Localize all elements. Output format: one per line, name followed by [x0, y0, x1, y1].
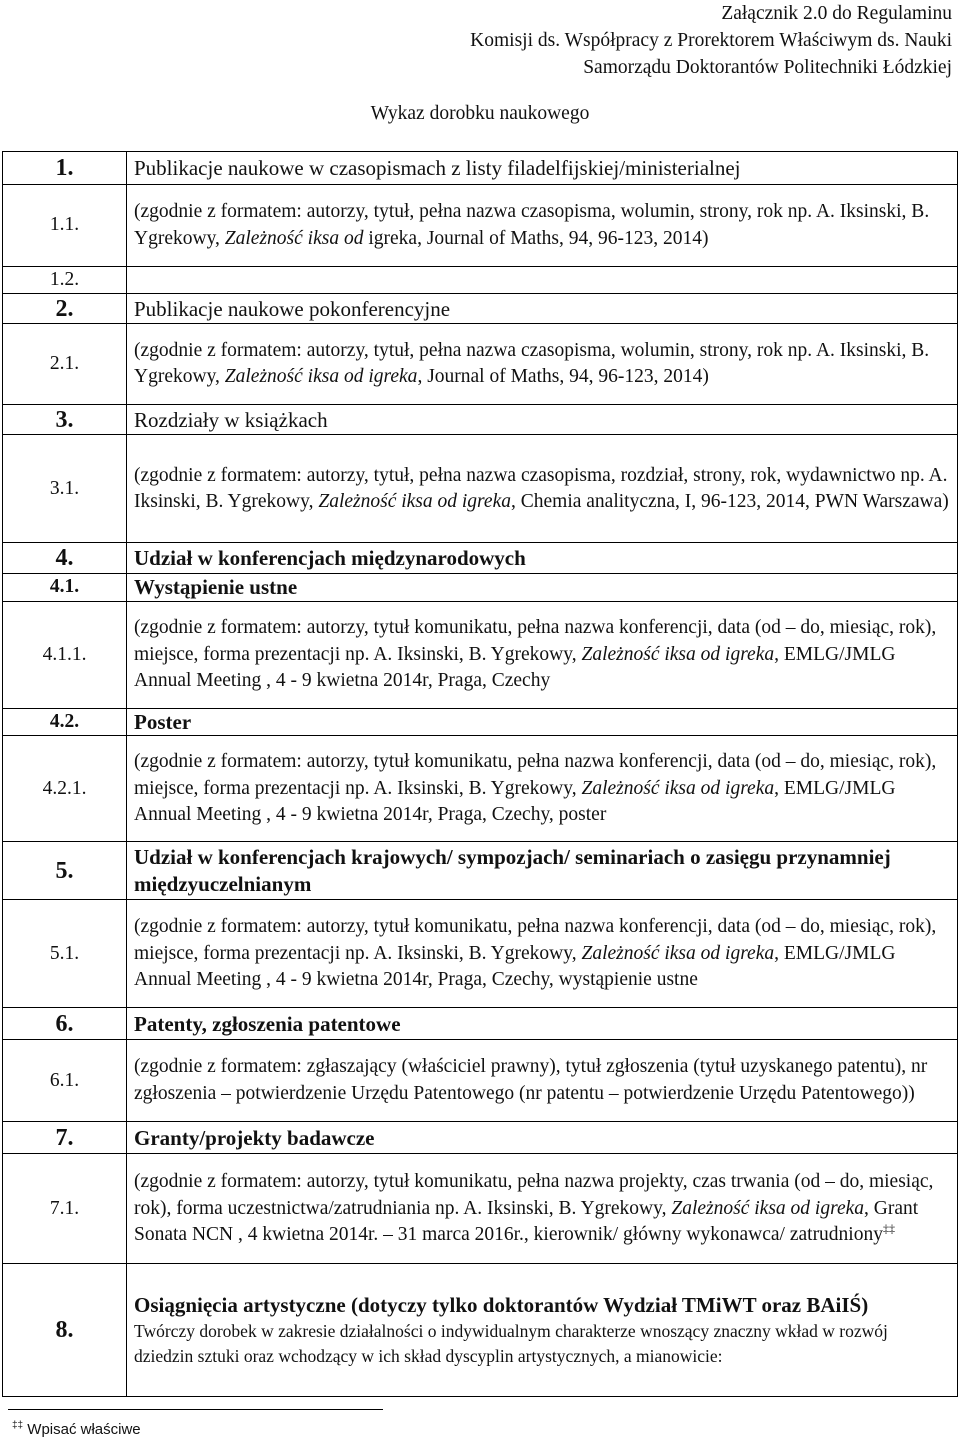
item-row-6-1	[3, 1040, 958, 1122]
format-text: (zgodnie z formatem: autorzy, tytuł, pełna nazwa czasopisma, wolumin, strony, rok np.	[134, 201, 813, 223]
example-text-rest: , EMLG/JMLG Annual Meeting , 4 - 9 kwietna 2014r, Praga, Czechy, wystąpienie ustne	[134, 942, 896, 990]
example-text: np. A. Iksinski, B. Ygrekowy,	[345, 643, 582, 665]
format-text: (zgodnie z formatem: autorzy, tytuł komunikatu, pełna nazwa konferencji, data (od – do, miesiąc, rok), miejsce, forma prezentacji	[134, 751, 937, 799]
section-number: 5.	[3, 842, 127, 900]
section-title: Publikacje naukowe w czasopismach z listy filadelfijskiej/ministerialnej	[127, 152, 958, 185]
item-description	[127, 185, 958, 267]
example-text: A. Iksinski, B. Ygrekowy,	[134, 201, 930, 249]
example-title: Zależność iksa od igreka	[581, 777, 775, 799]
format-text: (zgodnie z formatem: zgłaszający (właściciel prawny), tytuł zgłoszenia (tytuł uzyskanego patentu), nr zgłoszenia – potwierdzenie Urzędu Patentowego (nr patentu – potwierdzenie Urzędu Patentowego))	[134, 1056, 928, 1104]
header-line-2: Komisji ds. Współpracy z Prorektorem Właściwym ds. Nauki	[470, 30, 952, 51]
item-number: 2.1.	[3, 324, 127, 405]
item-description	[127, 435, 958, 543]
section-title: Udział w konferencjach międzynarodowych	[127, 543, 958, 574]
section-row-8	[3, 1264, 958, 1397]
item-description	[127, 1154, 958, 1264]
example-text: np. A. Iksinski, B. Ygrekowy,	[134, 464, 948, 512]
section-number: 6.	[3, 1008, 127, 1040]
item-row-1-2	[3, 267, 958, 294]
example-title: Zależność iksa od	[224, 227, 364, 249]
subsection-row-4-2	[3, 708, 958, 735]
example-text-rest: , EMLG/JMLG Annual Meeting , 4 - 9 kwietna 2014r, Praga, Czechy	[134, 643, 896, 692]
subsection-number: 4.1.	[3, 574, 127, 601]
header-line-3: Samorządu Doktorantów Politechniki Łódzkiej	[583, 57, 952, 78]
example-text: np. A. Iksinski, B. Ygrekowy,	[345, 942, 582, 964]
example-text-rest: , Journal of Maths, 94, 96-123, 2014)	[417, 366, 709, 388]
section-row-2	[3, 294, 958, 324]
subsection-title: Wystąpienie ustne	[127, 574, 958, 601]
format-text: (zgodnie z formatem: autorzy, tytuł komunikatu, pełna nazwa konferencji, data (od – do, miesiąc, rok), miejsce, forma prezentacji	[134, 916, 937, 964]
section-number: 4.	[3, 543, 127, 574]
section-number: 1.	[3, 152, 127, 185]
section-number: 7.	[3, 1122, 127, 1154]
item-number: 6.1.	[3, 1040, 127, 1122]
example-text-rest: igreka, Journal of Maths, 94, 96-123, 2014)	[363, 227, 709, 249]
section-title: Patenty, zgłoszenia patentowe	[127, 1008, 958, 1040]
subsection-title: Poster	[127, 708, 958, 735]
footnote	[12, 1421, 141, 1438]
item-row-4-1-1	[3, 601, 958, 708]
document-header	[470, 0, 952, 81]
subsection-number: 4.2.	[3, 708, 127, 735]
example-title: Zależność iksa od igreka	[671, 1197, 865, 1219]
section-title: Granty/projekty badawcze	[127, 1122, 958, 1154]
example-text: np. A. Iksinski, B. Ygrekowy,	[134, 340, 930, 388]
example-text-rest: , EMLG/JMLG Annual Meeting , 4 - 9 kwietna 2014r, Praga, Czechy, poster	[134, 777, 896, 825]
footnote-text: Wpisać właściwe	[23, 1421, 141, 1438]
example-text: np. A. Iksinski, B. Ygrekowy,	[435, 1197, 672, 1219]
section-row-5	[3, 842, 958, 900]
footnote-marker: ‡‡	[882, 1221, 895, 1236]
item-number: 1.2.	[3, 267, 127, 294]
item-number: 4.1.1.	[3, 601, 127, 708]
section-title: Osiągnięcia artystyczne (dotyczy tylko doktorantów Wydział TMiWT oraz BAiIŚ)	[134, 1293, 869, 1318]
section-row-6	[3, 1008, 958, 1040]
item-number: 4.2.1.	[3, 736, 127, 842]
section-row-1	[3, 152, 958, 185]
item-description	[127, 1040, 958, 1122]
item-description	[127, 736, 958, 842]
section-row-3	[3, 405, 958, 435]
format-text: (zgodnie z formatem: autorzy, tytuł komunikatu, pełna nazwa konferencji, data (od – do, miesiąc, rok), miejsce, forma prezentacji	[134, 617, 937, 665]
item-row-7-1	[3, 1154, 958, 1264]
example-title: Zależność iksa od igreka	[581, 643, 775, 665]
item-number: 5.1.	[3, 900, 127, 1008]
section-row-4	[3, 543, 958, 574]
item-row-5-1	[3, 900, 958, 1008]
section-number: 8.	[3, 1264, 127, 1397]
example-title: Zależność iksa od igreka	[318, 490, 511, 512]
section-row-7	[3, 1122, 958, 1154]
format-text: (zgodnie z formatem: autorzy, tytuł komunikatu, pełna nazwa projekty, czas trwania (od – do, miesiąc, rok), forma uczestnictwa/zatrudniania	[134, 1171, 934, 1219]
item-number: 3.1.	[3, 435, 127, 543]
item-row-1-1	[3, 185, 958, 267]
header-line-1: Załącznik 2.0 do Regulaminu	[721, 3, 952, 24]
item-number: 1.1.	[3, 185, 127, 267]
example-title: Zależność iksa od igreka	[224, 366, 418, 388]
section-content	[127, 1264, 958, 1397]
section-number: 3.	[3, 405, 127, 435]
footnote-mark: ‡‡	[12, 1420, 24, 1431]
example-text: np. A. Iksinski, B. Ygrekowy,	[345, 777, 582, 799]
example-title: Zależność iksa od igreka	[581, 942, 775, 964]
section-description: Twórczy dorobek w zakresie działalności o indywidualnym charakterze wnoszący znaczny wkład w rozwój dziedzin sztuki oraz wchodzący w ich skład dyscyplin artystycznych, a mianowicie:	[134, 1321, 888, 1367]
example-text-rest: , Chemia analityczna, I, 96-123, 2014, PWN Warszawa)	[510, 490, 949, 512]
item-description	[127, 900, 958, 1008]
item-number: 7.1.	[3, 1154, 127, 1264]
format-text: (zgodnie z formatem: autorzy, tytuł, pełna nazwa czasopisma, rozdział, strony, rok, wydawnictwo	[134, 464, 896, 486]
item-description	[127, 324, 958, 405]
item-description	[127, 601, 958, 708]
item-row-2-1	[3, 324, 958, 405]
achievements-table	[2, 151, 958, 1397]
section-title: Udział w konferencjach krajowych/ sympozjach/ seminariach o zasięgu przynamniej międzyuczelnianym	[127, 842, 958, 900]
section-number: 2.	[3, 294, 127, 324]
item-description-empty	[127, 267, 958, 294]
footnote-separator	[8, 1409, 383, 1410]
item-row-4-2-1	[3, 736, 958, 842]
example-text-rest: , Grant Sonata NCN , 4 kwietna 2014r. – 31 marca 2016r., kierownik/ główny wykonawca/ zatrudniony	[134, 1197, 919, 1245]
section-title: Rozdziały w książkach	[127, 405, 958, 435]
subsection-row-4-1	[3, 574, 958, 601]
document-title: Wykaz dorobku naukowego	[370, 103, 590, 124]
section-title: Publikacje naukowe pokonferencyjne	[127, 294, 958, 324]
item-row-3-1	[3, 435, 958, 543]
format-text: (zgodnie z formatem: autorzy, tytuł, pełna nazwa czasopisma, wolumin, strony, rok	[134, 340, 783, 361]
